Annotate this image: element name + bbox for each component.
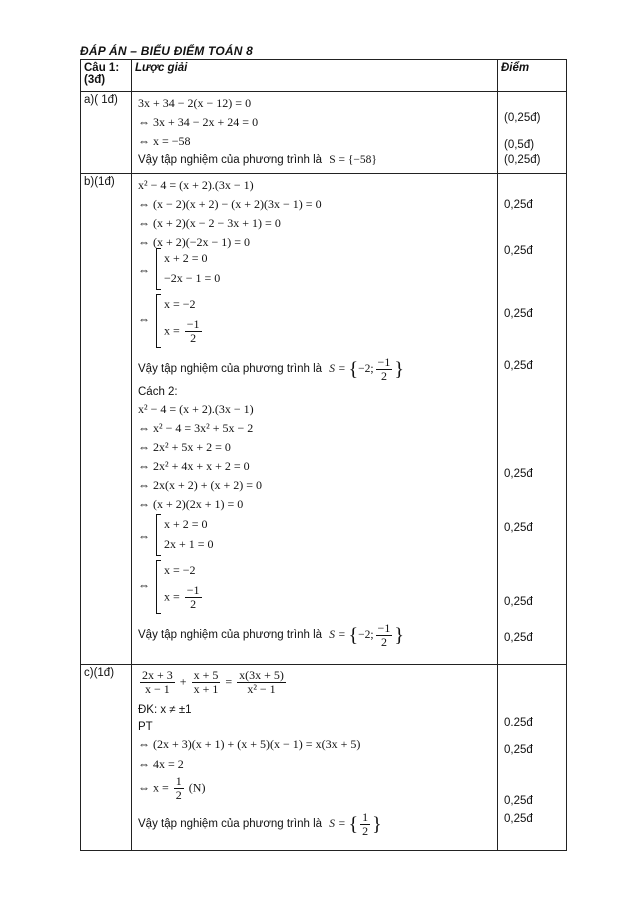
a-solution-set: S = {−58} [329,154,377,166]
b-solution-set: S = {−2; $\frac{-1}{2}$ } [329,355,404,383]
c-fraction-2 [192,669,221,696]
b-method-2-solution-set: S = {−2; $\frac{-1}{2}$ } [329,621,404,649]
b-line-6b [164,318,204,345]
header-question-label: Câu 1: [84,62,120,74]
label-b: b)(1đ) [81,174,132,665]
b-line-1: x² − 4 = (x + 2).(3x − 1) [138,178,254,192]
a-line-2: ⇔ 3x + 34 − 2x + 24 = 0 [138,115,259,129]
solution-c [132,665,498,851]
c-equation: $\frac{2x + 3}{x - 1}$ + $\frac{x + 5}{x + 1}$ = $\frac{x(3x + 5)}{\text{x² − 1}}$ [142,668,284,696]
b-fraction-6-den: 2 [190,331,197,345]
b-line-8b-lhs: x = [164,589,180,604]
c-line-5-lhs: ⇔ x = [138,780,169,795]
b-equiv-7: ⇔ [138,529,150,543]
answer-table [80,59,567,851]
c-fraction-2-num: x + 5 [193,668,219,682]
b-solution-fraction-num: −1 [377,355,391,369]
c-line-3: ⇔ (2x + 3)(x + 1) + (x + 5)(x − 1) = x(3x + 5) [138,737,361,751]
c-score-2: 0,25đ [504,744,533,756]
b-bracket-7 [156,514,161,556]
b-line-6a: x = −2 [164,297,196,311]
solution-a [132,92,498,174]
b-equiv-5: ⇔ [138,263,150,277]
header-solution [132,60,498,92]
b-score-2: 0,25đ [504,245,533,257]
c-solution-fraction-den: 2 [362,824,369,838]
label-c: c)(1đ) [81,665,132,851]
a-line-4 [138,153,377,167]
header-question [81,60,132,92]
c-line-4: ⇔ 4x = 2 [138,757,184,771]
c-conclusion-text: Vậy tập nghiệm của phương trình là [138,818,323,831]
document-title: ĐÁP ÁN – BIỂU ĐIỂM TOÁN 8 [80,44,254,58]
c-line-5-note: (N) [188,780,206,795]
b-line-5b: −2x − 1 = 0 [164,271,221,285]
c-solution-fraction-num: 1 [362,810,369,824]
a-line-3: ⇔ x = −58 [138,134,191,148]
b-line-5a: x + 2 = 0 [164,251,208,265]
score-b [498,174,567,665]
b-fraction-6 [185,318,202,345]
b-line-6b-lhs: x = [164,323,180,338]
c-solution-fraction [360,811,370,838]
b-method-2-conclusion [138,622,404,649]
b-method-2-line-2: ⇔ x² − 4 = 3x² + 5x − 2 [138,421,254,435]
c-fraction-1 [140,669,175,696]
b-method-2-line-3: ⇔ 2x² + 5x + 2 = 0 [138,440,231,454]
b-method-2-line-7b: 2x + 1 = 0 [164,537,214,551]
row-a [81,92,567,174]
c-score-4: 0,25đ [504,813,533,825]
row-c [81,665,567,851]
c-fraction-3 [237,669,286,696]
c-solution-set: S = { $\frac{1}{2}$ } [329,810,382,838]
b-line-4: ⇔ (x + 2)(−2x − 1) = 0 [138,235,251,249]
b-method-2-line-5: ⇔ 2x(x + 2) + (x + 2) = 0 [138,478,263,492]
a-score-3: (0,25đ) [504,154,541,166]
b-score-3: 0,25đ [504,308,533,320]
b-method-2-conclusion-text: Vậy tập nghiệm của phương trình là [138,629,323,642]
c-fraction-5-num: 1 [175,774,182,788]
b-method-2-score-1: 0,25đ [504,468,533,480]
c-fraction-2-den: x + 1 [193,682,219,696]
b-line-3: ⇔ (x + 2)(x − 2 − 3x + 1) = 0 [138,216,281,230]
b-score-1: 0,25đ [504,199,533,211]
header-score [498,60,567,92]
a-score-2: (0,5đ) [504,139,535,151]
row-b [81,174,567,665]
c-fraction-3-num: x(3x + 5) [239,668,284,682]
c-pt-label: PT [138,721,153,733]
b-method-2-line-1: x² − 4 = (x + 2).(3x − 1) [138,402,254,416]
c-conclusion [138,811,382,838]
b-method-2-solution-set-value-1: −2; [358,629,374,642]
b-method-2-score-2: 0,25đ [504,522,533,534]
b-method-2-solution-set-symbol: S = [329,629,349,642]
b-method-2-line-8a: x = −2 [164,563,196,577]
b-method-2-label: Cách 2: [138,386,178,398]
a-conclusion-text: Vậy tập nghiệm của phương trình là [138,154,323,166]
b-method-2-solution-fraction [376,622,393,649]
b-method-2-line-6: ⇔ (x + 2)(2x + 1) = 0 [138,497,244,511]
c-fraction-1-den: x − 1 [145,682,170,696]
b-method-2-solution-fraction-den: 2 [380,635,387,649]
c-score-1: 0.25đ [504,717,533,729]
header-row [81,60,567,92]
header-solution-label: Lược giải [135,62,188,74]
b-method-2-line-7a: x + 2 = 0 [164,517,208,531]
b-solution-fraction-den: 2 [380,369,387,383]
b-equiv-8: ⇔ [138,578,150,592]
solution-b [132,174,498,665]
b-line-2: ⇔ (x − 2)(x + 2) − (x + 2)(3x − 1) = 0 [138,197,322,211]
b-bracket-5 [156,248,161,290]
c-fraction-1-num: 2x + 3 [142,668,173,682]
b-bracket-6 [156,294,161,348]
score-c [498,665,567,851]
a-score-1: (0,25đ) [504,112,541,124]
c-fraction-5 [174,775,184,802]
b-conclusion [138,356,404,383]
a-line-1: 3x + 34 − 2(x − 12) = 0 [138,96,252,110]
b-method-2-line-8b [164,584,204,611]
c-fraction-3-den: x² − 1 [247,682,276,696]
c-fraction-5-den: 2 [175,788,182,802]
b-method-2-score-3: 0,25đ [504,596,533,608]
b-fraction-8 [185,584,202,611]
b-equiv-6: ⇔ [138,312,150,326]
c-solution-set-symbol: S = [329,818,349,831]
score-a [498,92,567,174]
header-question-points: (3đ) [84,74,106,86]
b-solution-fraction [376,356,393,383]
b-solution-set-symbol: S = [329,363,349,376]
b-method-2-line-4: ⇔ 2x² + 4x + x + 2 = 0 [138,459,250,473]
b-bracket-8 [156,560,161,614]
label-a: a)( 1đ) [81,92,132,174]
b-method-2-score-4: 0,25đ [504,632,533,644]
b-fraction-8-den: 2 [190,597,197,611]
b-fraction-6-num: −1 [186,317,200,331]
c-line-5 [138,775,205,802]
c-condition: ĐK: x ≠ ±1 [138,704,192,716]
b-conclusion-text: Vậy tập nghiệm của phương trình là [138,363,323,376]
c-score-3: 0,25đ [504,795,533,807]
b-score-4: 0,25đ [504,360,533,372]
b-method-2-solution-fraction-num: −1 [377,621,391,635]
header-score-label: Điểm [501,62,530,74]
b-solution-set-value-1: −2; [358,363,374,376]
b-fraction-8-num: −1 [186,583,200,597]
